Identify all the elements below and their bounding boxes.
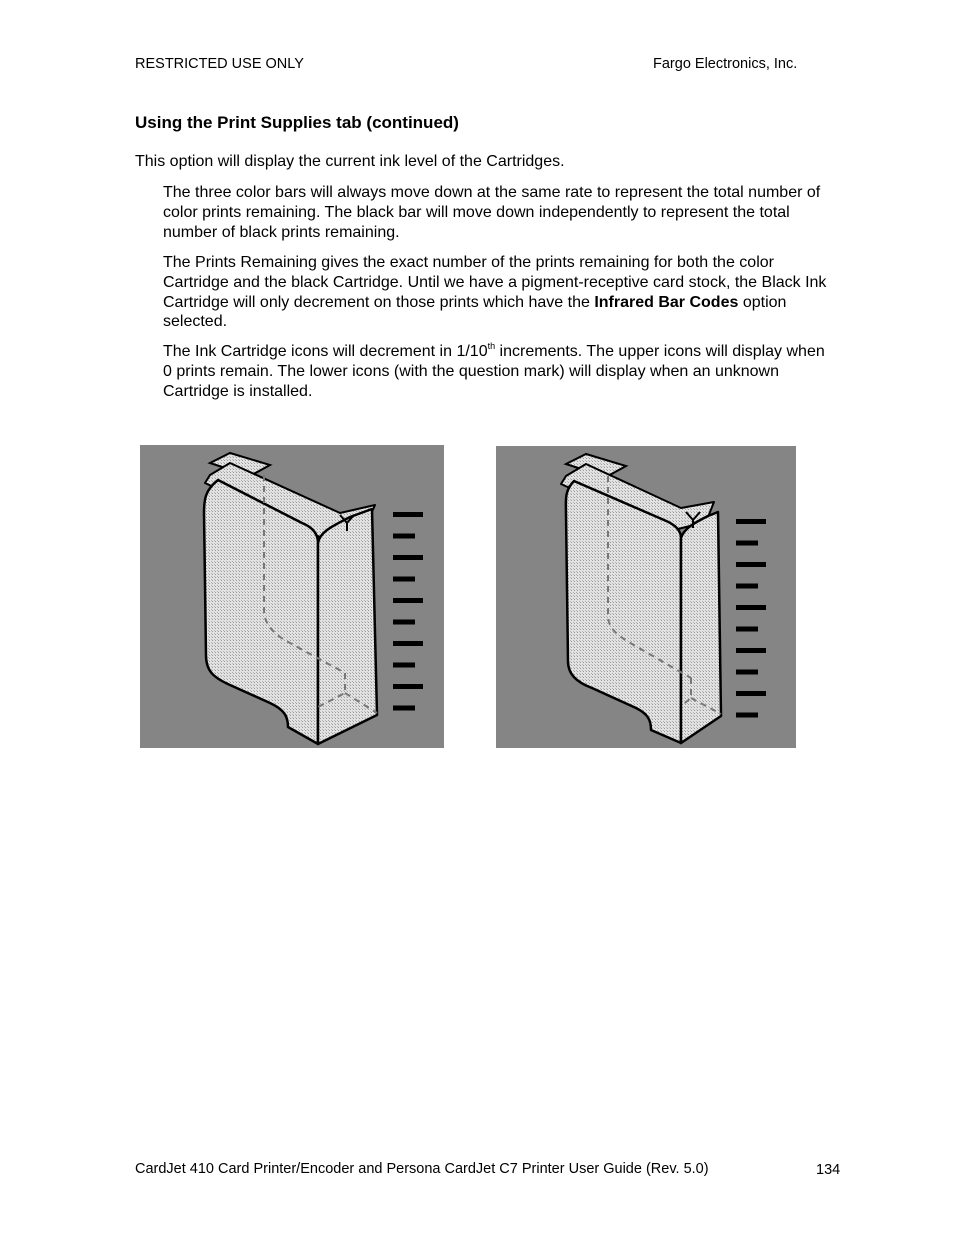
footer-title: CardJet 410 Card Printer/Encoder and Persona CardJet C7 Printer User Guide (Rev. 5.0) bbox=[135, 1161, 709, 1177]
ink-level-mark bbox=[393, 706, 415, 711]
ink-level-mark bbox=[393, 555, 423, 560]
intro-paragraph: This option will display the current ink level of the Cartridges. bbox=[135, 153, 565, 170]
cartridge-figure-left bbox=[140, 445, 444, 748]
ink-level-mark bbox=[736, 584, 758, 589]
superscript-th: th bbox=[487, 341, 496, 351]
cartridge-figure-right bbox=[496, 446, 796, 748]
ink-level-mark bbox=[393, 641, 423, 646]
paragraph-text-part: option selected. bbox=[163, 293, 787, 331]
ink-level-mark bbox=[393, 684, 423, 689]
header-right: Fargo Electronics, Inc. bbox=[653, 56, 798, 72]
page-number: 134 bbox=[816, 1162, 841, 1178]
ink-level-mark bbox=[393, 598, 423, 603]
header-left: RESTRICTED USE ONLY bbox=[135, 56, 304, 72]
paragraph-cartridge-icons bbox=[163, 342, 835, 401]
paragraph-text bbox=[163, 342, 835, 401]
ink-level-mark bbox=[736, 541, 758, 546]
ink-level-mark bbox=[736, 519, 766, 524]
ink-level-marks bbox=[736, 519, 766, 718]
ink-level-mark bbox=[736, 713, 758, 718]
paragraph-prints-remaining bbox=[163, 253, 835, 332]
paragraph-text-part: The Ink Cartridge icons will decrement in 1/10 bbox=[163, 343, 488, 360]
paragraph-text-part: The Prints Remaining gives the exact number of the prints remaining for both the color Cartridge and the black Cartridge. Until we have a pigment-receptive card stock, the Black Ink Cartridge will only decrement on those prints which have the bbox=[163, 254, 827, 311]
ink-cartridge-empty-icon bbox=[496, 446, 796, 748]
paragraph-text-part: increments. The upper icons will display when 0 prints remain. The lower icons (with the question mark) will display when an unknown Cartridge is installed. bbox=[163, 343, 825, 400]
ink-level-mark bbox=[736, 691, 766, 696]
ink-level-mark bbox=[736, 562, 766, 567]
paragraph-text bbox=[163, 253, 835, 332]
paragraph-text: The three color bars will always move down at the same rate to represent the total number of color prints remaining. The black bar will move down independently to represent the total number of black prints remaining. bbox=[163, 184, 821, 241]
section-title: Using the Print Supplies tab (continued) bbox=[135, 113, 459, 132]
ink-cartridge-empty-icon bbox=[140, 445, 444, 748]
ink-level-mark bbox=[736, 648, 766, 653]
ink-level-marks bbox=[393, 512, 423, 711]
ink-level-mark bbox=[393, 534, 415, 539]
ink-level-mark bbox=[393, 663, 415, 668]
ink-level-mark bbox=[393, 512, 423, 517]
ink-level-mark bbox=[736, 627, 758, 632]
infrared-bar-codes-term: Infrared Bar Codes bbox=[594, 293, 739, 311]
ink-level-mark bbox=[393, 577, 415, 582]
ink-level-mark bbox=[736, 605, 766, 610]
paragraph-color-bars bbox=[163, 183, 835, 242]
ink-level-mark bbox=[736, 670, 758, 675]
ink-level-mark bbox=[393, 620, 415, 625]
